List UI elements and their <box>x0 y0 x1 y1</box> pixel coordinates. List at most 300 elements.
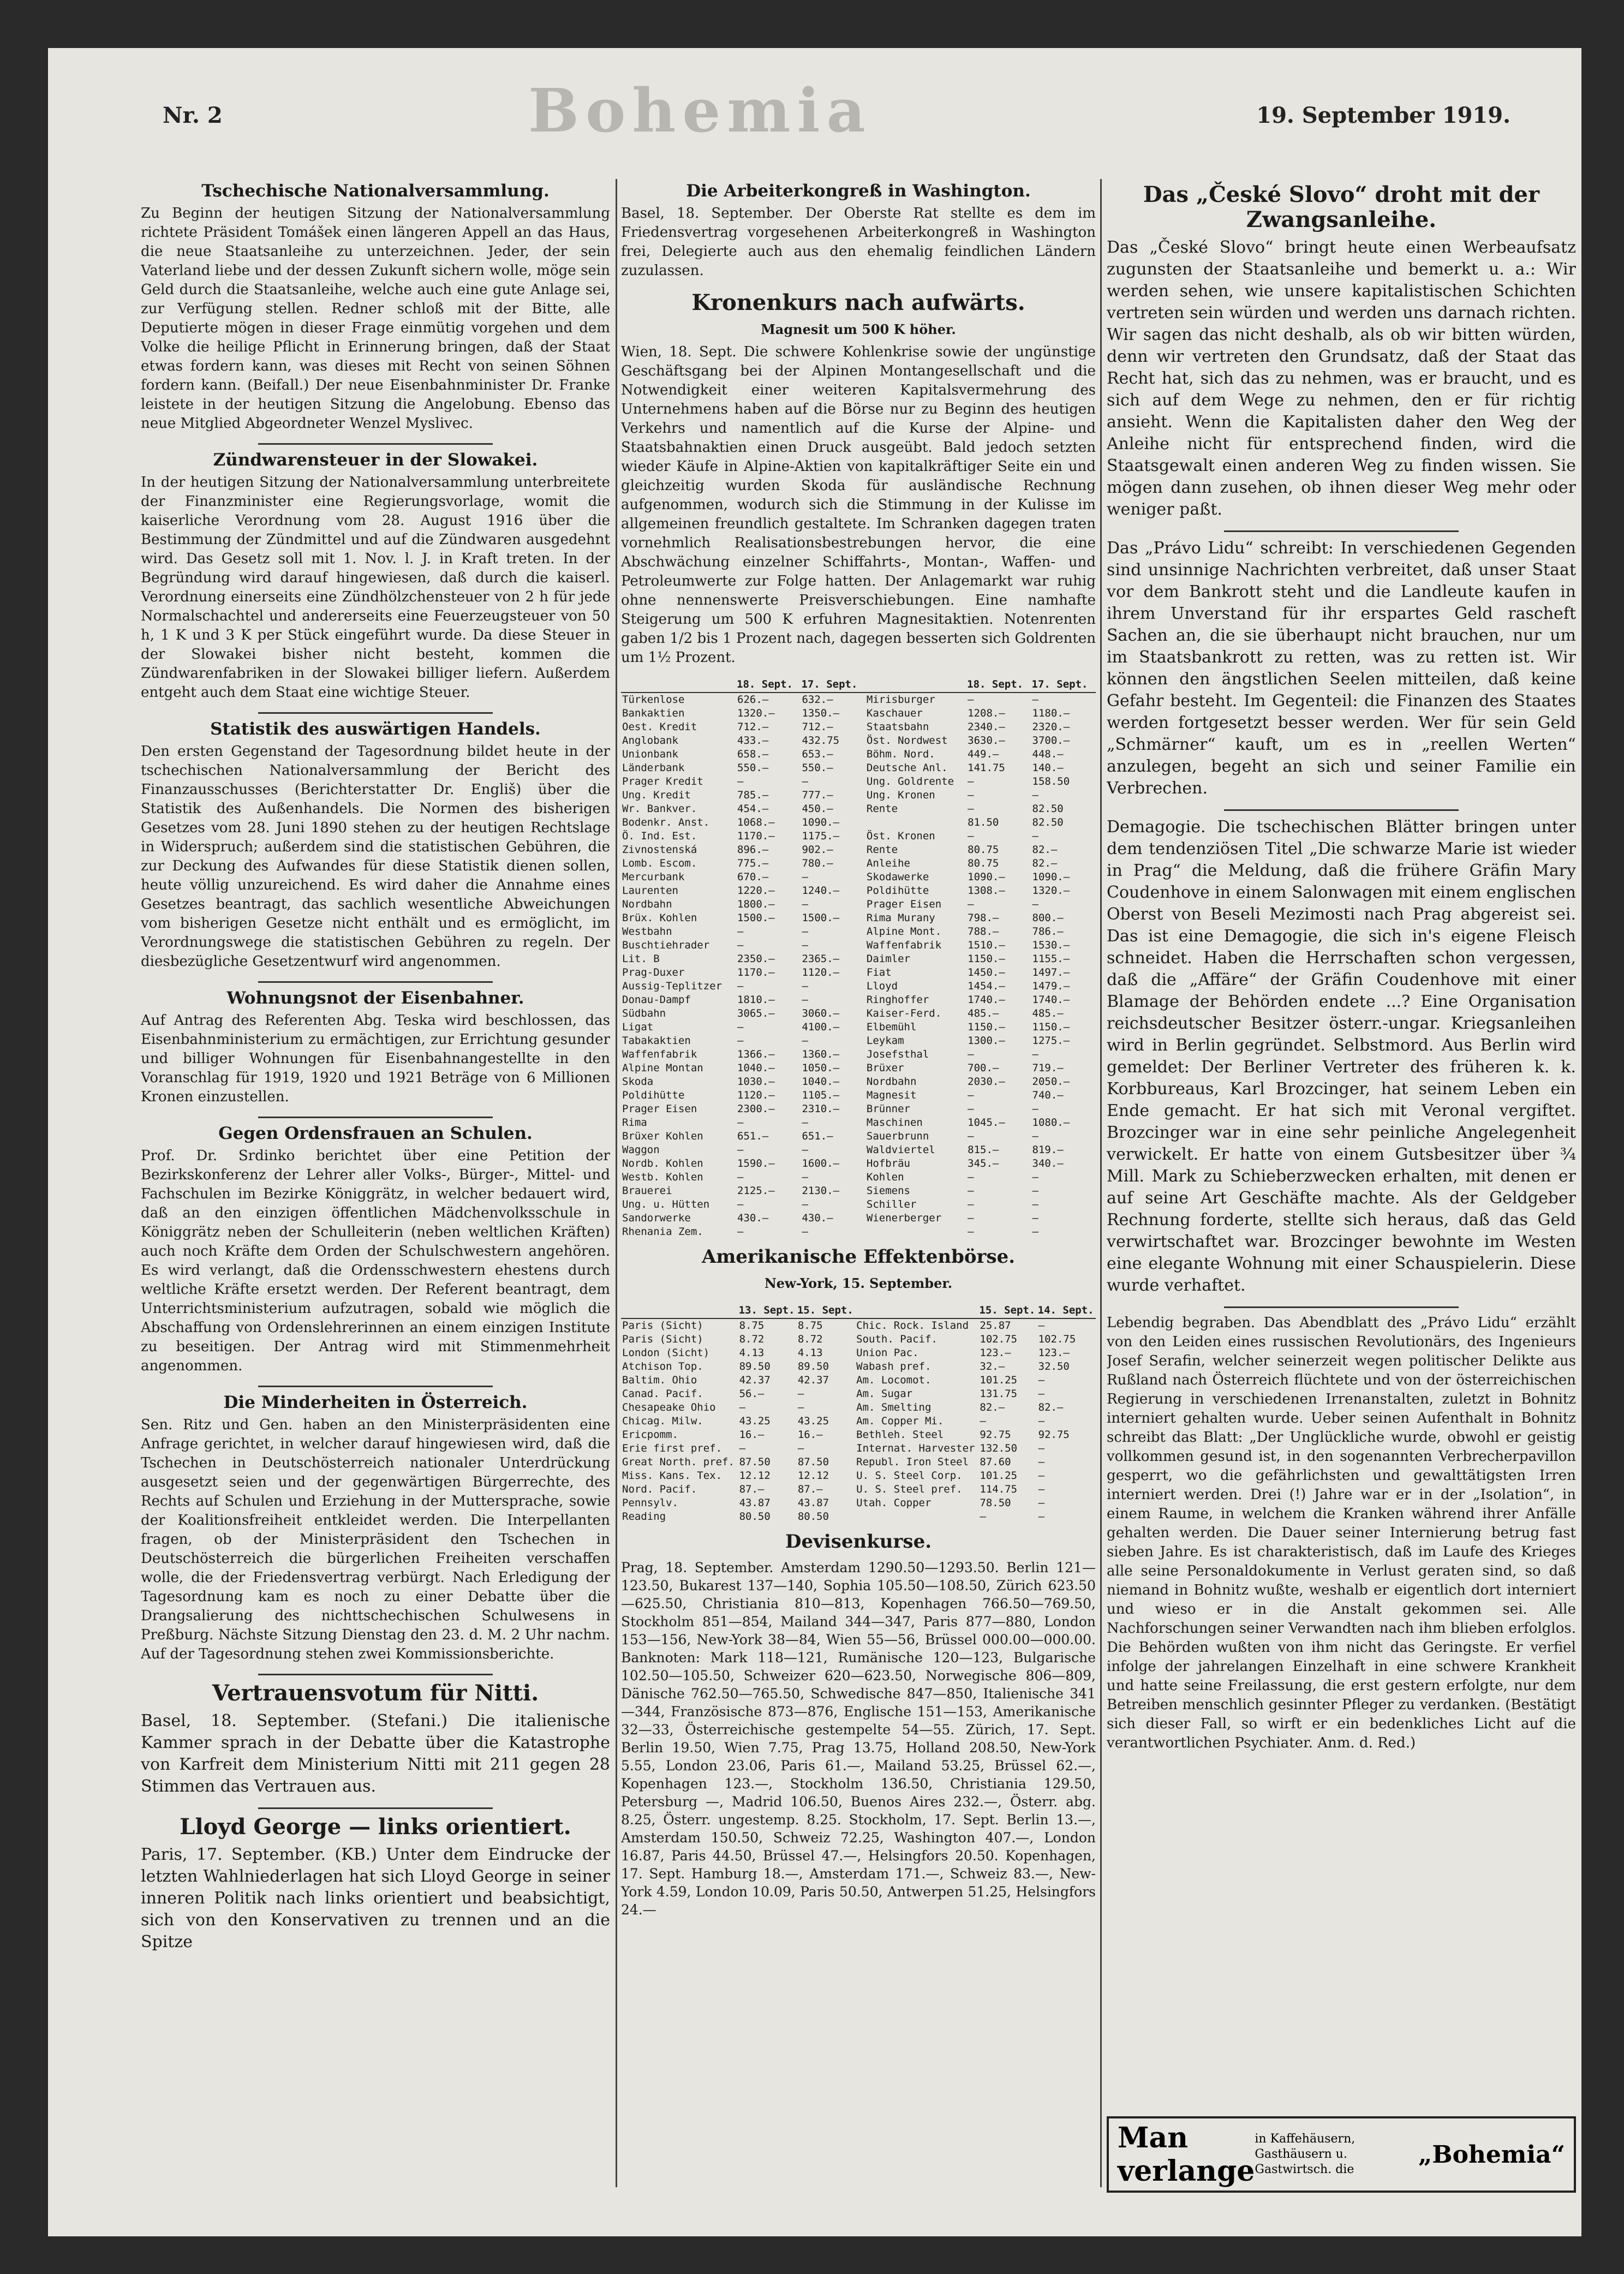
article <box>141 181 610 433</box>
article-title: Vertrauensvotum für Nitti. <box>212 1680 539 1706</box>
table-cell: — <box>968 1048 974 1060</box>
table-cell: 8.75 <box>797 1320 823 1332</box>
table-cell: 92.75 <box>1038 1429 1070 1441</box>
table-cell: Poldihütte <box>866 885 929 897</box>
table-cell: 1150.— <box>1032 1021 1070 1033</box>
table-cell: 87.50 <box>797 1456 829 1468</box>
ad-text: in Kaffehäusern, Gasthäusern u. Gastwirtsch. die <box>1255 2132 1356 2176</box>
table-cell: 1275.— <box>1032 1035 1070 1047</box>
table-cell: 2365.— <box>802 953 840 965</box>
table-cell: Wabash pref. <box>856 1360 932 1372</box>
table-cell: Lloyd <box>866 980 898 992</box>
article-title: Kronenkurs nach aufwärts. <box>691 290 1025 315</box>
table-cell: 32.— <box>980 1360 1005 1372</box>
table-cell: — <box>802 926 808 938</box>
table-cell: 485.— <box>1032 1007 1064 1019</box>
table-cell: Prager Kredit <box>622 775 703 787</box>
table-cell: Poldihütte <box>622 1089 685 1101</box>
table-cell: 626.— <box>737 694 769 706</box>
column-left <box>141 179 610 2231</box>
table-header-cell: 17. Sept. <box>1031 677 1096 693</box>
table-cell: 2340.— <box>968 721 1005 733</box>
table-cell: Mirisburger <box>866 694 935 706</box>
table-row <box>621 1048 1096 1061</box>
article-kronenkurs <box>621 290 1096 667</box>
table-cell: Skodawerke <box>866 871 929 883</box>
table-cell: Prager Eisen <box>866 898 942 910</box>
table-cell: Mercurbank <box>622 871 685 883</box>
table-cell: — <box>968 898 974 910</box>
table-cell: Leykam <box>866 1035 904 1047</box>
table-cell: — <box>1032 898 1038 910</box>
issue-number: Nr. 2 <box>163 103 223 128</box>
table-cell: — <box>737 1226 744 1238</box>
table-row <box>621 829 1096 843</box>
table-cell: 651.— <box>737 1130 769 1142</box>
table-cell: 1600.— <box>802 1157 840 1169</box>
table-cell: 101.25 <box>980 1374 1018 1386</box>
table-header-cell <box>621 1303 738 1318</box>
table-cell: 25.87 <box>980 1320 1011 1332</box>
table-cell: Waffenfabrik <box>622 1048 697 1060</box>
table-cell: 80.75 <box>968 844 999 856</box>
table-cell: South. Pacif. <box>856 1333 938 1345</box>
table-cell: — <box>802 939 808 951</box>
table-cell: 87.— <box>739 1483 765 1495</box>
article-separator <box>258 981 493 983</box>
table-cell: — <box>802 994 808 1006</box>
table-cell: Nordbahn <box>866 1076 917 1088</box>
article-body: Lebendig begraben. Das Abendblatt des „Právo Lidu“ erzählt von den Leiden eines russischen Revolutionärs, des Ingenieurs Josef Serafin, welcher seinerzeit wegen politischer Delikte aus Rußland nach Österreich flüchtete und von der österreichischen Regierung in verschiedenen Irrenanstalten, zuletzt in Bohnitz interniert gehalten wurde. Ueber seinen Aufenthalt in Bohnitz schreibt das Blatt: „Der Unglückliche wurde, obwohl er geistig vollkommen gesund ist, in den sogenannten Verbrecherpavillon gesperrt, wo die gefährlichsten und gewalttätigsten Irren interniert werden. Drei (!) Jahre war er in der „Isolation“, in einem Raume, in welchem die Kranken während ihrer Anfälle gehalten werden. Die Dauer seiner Internierung betrug fast sieben Jahre. Es ist charakteristisch, daß im Laufe des Krieges alle seine Personaldokumente in Verlust geraten sind, so daß niemand in Bohnitz wußte, weshalb er eigentlich dort interniert und wieso er in die Anstalt gekommen sei. Alle Nachforschungen seiner Verwandten nach ihm blieben erfolglos. Die Behörden wußten von ihm nicht das Geringste. Er verfiel infolge der jahrelangen Einzelhaft in eine schwere Krankheit und hatte seine Freilassung, die erst gestern erfolgte, nur dem Betreiben menschlich gesinnter Pfleger zu verdanken. (Bestätigt sich dieser Fall, so wirft er ein bedenkliches Licht auf die verantwortlichen Psychiater. Anm. d. Red.) <box>1107 1315 1576 1751</box>
table-cell: 1810.— <box>737 994 775 1006</box>
table-cell: 1120.— <box>737 1089 775 1101</box>
table-cell: 1366.— <box>737 1048 775 1060</box>
table-cell: — <box>802 980 808 992</box>
table-cell: — <box>1038 1320 1045 1332</box>
table-cell: — <box>980 1415 986 1427</box>
table-cell: Alpine Montan <box>622 1062 703 1074</box>
article-body: In der heutigen Sitzung der Nationalversammlung unterbreitete der Finanzminister eine Regierungsvorlage, womit die kaiserliche Verordnung vom 28. August 1916 über die Bestimmung der Zündmittel und auf die Zündwaren ausgedehnt wird. Das Gesetz soll mit 1. Nov. l. J. in Kraft treten. In der Begründung wird darauf hingewiesen, daß durch die kaiserl. Verordnung einerseits eine Zündhölzchensteuer von 2 h für jede Normalschachtel und andererseits eine Feuerzeugsteuer von 50 h, 1 K und 3 K per Stück eingeführt wurde. Da diese Steuer in der Slowakei bisher nicht besteht, kommen die Zündwarenfabriken in der Slowakei billiger liefern. Außerdem entgeht auch dem Staat eine wichtige Steuer. <box>141 474 610 701</box>
table-cell: 56.— <box>739 1388 765 1400</box>
table-cell: 819.— <box>1032 1144 1064 1156</box>
table-cell: 42.37 <box>797 1374 829 1386</box>
table-cell: — <box>1038 1470 1045 1482</box>
table-cell: 80.75 <box>968 857 999 869</box>
table-header-cell: 14. Sept. <box>1037 1303 1096 1318</box>
table-cell: 1320.— <box>737 707 775 719</box>
table-cell: Bethleh. Steel <box>856 1429 944 1441</box>
table-cell: 775.— <box>737 857 769 869</box>
table-cell: 1300.— <box>968 1035 1005 1047</box>
table-cell: 43.25 <box>739 1415 771 1427</box>
table-row <box>621 857 1096 870</box>
table-cell: 82.— <box>1032 857 1058 869</box>
article-body: Wien, 18. Sept. Die schwere Kohlenkrise sowie der ungünstige Geschäftsgang bei der Alpinen Montangesellschaft und die Notwendigkeit einer weiteren Kapitalsvermehrung des Unternehmens haben auf die Börse nur zu Beginn des heutigen Verkehrs und namentlich auf die Kurse der Alpine- und Staatsbahnaktien einen Druck ausgeübt. Bald jedoch setzten wieder Käufe in Alpine-Aktien von kapitalkräftiger Seite ein und gleichzeitig wurden Skoda für ausländische Rechnung aufgenommen, wodurch sich die Stimmung in der Kulisse im allgemeinen freundlich gestaltete. Im Schranken dagegen traten vornehmlich Realisationsbestrebungen hervor, die eine Abschwächung einzelner Schiffahrts-, Montan-, Waffen- und Petroleumwerte zur Folge hatten. Der Anlagemarkt war ruhig ohne nennenswerte Preisverschiebungen. Eine namhafte Steigerung um 500 K erfuhren Magnesitaktien. Notenrenten gaben 1/2 bis 1 Prozent nach, dagegen besserten sich Goldrenten um 1½ Prozent. <box>621 344 1096 666</box>
table-row <box>621 1442 1096 1455</box>
table-cell: 12.12 <box>739 1470 771 1482</box>
table-cell: 450.— <box>802 803 833 815</box>
table-cell: 448.— <box>1032 748 1064 760</box>
table-cell: — <box>737 1171 744 1183</box>
article-devisenkurse <box>621 1529 1096 1919</box>
table-cell: 92.75 <box>980 1429 1011 1441</box>
table-cell: Bodenkr. Anst. <box>622 816 710 828</box>
table-header-cell: 13. Sept. <box>738 1303 797 1318</box>
table-row <box>621 1428 1096 1442</box>
table-cell: 430.— <box>802 1212 833 1224</box>
table-row <box>621 1455 1096 1469</box>
table-cell: 785.— <box>737 789 769 801</box>
table-cell: 1500.— <box>802 912 840 924</box>
table-cell: Am. Smelting <box>856 1401 932 1413</box>
table-row <box>621 1157 1096 1171</box>
article-body: Prof. Dr. Srdinko berichtet über eine Petition der Bezirkskonferenz der Lehrer aller Volks-, Bürger-, Mittel- und Fachschulen im Bezirke Königgrätz, in welcher bedauert wird, daß an den einzigen öffentlichen Mädchenvolksschule in Königgrätz neben der Schulleiterin (neben weltlichen Kräften) auch noch Kräfte dem Orden der Schulschwestern angehören. Es wird verlangt, daß die Ordensschwestern ehestens durch weltliche Kräfte ersetzt werden. Der Referent beantragt, dem Unterrichtsministerium aufzutragen, sobald wie möglich die Abschaffung von Ordenslehrerinnen an einem einzigen Institute zu beseitigen. Der Antrag wird mit Stimmenmehrheit angenommen. <box>141 1148 610 1374</box>
article-separator <box>258 443 493 445</box>
table-cell: 140.— <box>1032 762 1064 774</box>
article <box>1107 530 1576 799</box>
table-cell: Ringhoffer <box>866 994 929 1006</box>
table-cell: Brünner <box>866 1103 910 1115</box>
table-cell: 1150.— <box>968 1021 1005 1033</box>
table-row <box>621 802 1096 816</box>
article <box>141 443 610 702</box>
article-title: Die Minderheiten in Österreich. <box>223 1393 528 1412</box>
table-cell: 89.50 <box>739 1360 771 1372</box>
table-cell: 102.75 <box>1038 1333 1076 1345</box>
table-cell: 132.50 <box>980 1442 1018 1454</box>
table-cell: — <box>737 926 744 938</box>
table-cell: Paris (Sicht) <box>622 1333 703 1345</box>
table-cell: — <box>1038 1483 1045 1495</box>
table-cell: 16.— <box>797 1429 823 1441</box>
table-cell: Elbemühl <box>866 1021 917 1033</box>
table-header-cell: 18. Sept. <box>966 677 1031 693</box>
table-cell: Maschinen <box>866 1117 923 1129</box>
table-row <box>621 993 1096 1007</box>
table-row <box>621 870 1096 884</box>
table-row <box>621 1401 1096 1414</box>
table-cell: 1308.— <box>968 885 1005 897</box>
table-cell: 131.75 <box>980 1388 1018 1400</box>
table-row <box>621 1360 1096 1374</box>
table-cell: 1590.— <box>737 1157 775 1169</box>
table-row <box>621 1116 1096 1130</box>
article <box>141 1386 610 1664</box>
table-cell: — <box>1038 1511 1045 1523</box>
table-cell: Prager Eisen <box>622 1103 697 1115</box>
table-cell: Josefsthal <box>866 1048 929 1060</box>
table-cell: Am. Copper Mi. <box>856 1415 944 1427</box>
bohemia-advertisement <box>1107 2116 1576 2193</box>
table-cell: 651.— <box>802 1130 833 1142</box>
article-body: Auf Antrag des Referenten Abg. Teska wird beschlossen, das Eisenbahnministerium zu ermächtigen, zur Errichtung gesunder und billiger Wohnungen für Eisenbahnangestellte in den Voranschlag für 1919, 1920 und 1921 Beträge von 6 Millionen Kronen einzustellen. <box>141 1012 610 1105</box>
table-cell: 485.— <box>968 1007 999 1019</box>
table-cell: 2310.— <box>802 1103 840 1115</box>
table-cell: Schiller <box>866 1198 917 1210</box>
table-cell: Great North. pref. <box>622 1456 735 1468</box>
table-cell: 454.— <box>737 803 769 815</box>
table-row <box>621 1225 1096 1239</box>
table-row <box>621 1387 1096 1401</box>
table-row <box>621 1469 1096 1483</box>
table-cell: 1150.— <box>968 953 1005 965</box>
table-cell: 786.— <box>1032 926 1064 938</box>
article <box>141 981 610 1107</box>
table-cell: 449.— <box>968 748 999 760</box>
table-row <box>621 1143 1096 1157</box>
table-cell: 158.50 <box>1032 775 1070 787</box>
article-body: Basel, 18. September. (Stefani.) Die italienische Kammer sprach in der Debatte über die Katastrophe von Karfreit dem Ministerium Nitti mit 211 gegen 28 Stimmen das Vertrauen aus. <box>141 1711 610 1796</box>
table-cell: Waldviertel <box>866 1144 935 1156</box>
table-cell: — <box>1032 1212 1038 1224</box>
table-cell: Skoda <box>622 1076 654 1088</box>
table-cell: Pennsylv. <box>622 1497 678 1509</box>
table-cell: 43.25 <box>797 1415 829 1427</box>
table-cell: Südbahn <box>622 1007 666 1019</box>
table-row <box>621 898 1096 911</box>
table-row <box>621 1171 1096 1184</box>
table-row <box>621 693 1096 707</box>
table-cell: Chic. Rock. Island <box>856 1320 969 1332</box>
table-cell: Öst. Nordwest <box>866 735 948 747</box>
article-title: Lloyd George — links orientiert. <box>180 1814 571 1840</box>
table-cell: — <box>1032 789 1038 801</box>
article-title: Amerikanische Effektenbörse. <box>701 1246 1016 1268</box>
table-cell: 141.75 <box>968 762 1005 774</box>
article-body: Basel, 18. September. Der Oberste Rat stellte es dem im Friedensvertrag vorgesehenen Arbeiterkongreß in Washington frei, Delegierte auch aus den ehemalig feindlichen Ländern zuzulassen. <box>621 205 1096 279</box>
table-cell: 1030.— <box>737 1076 775 1088</box>
table-cell: Atchison Top. <box>622 1360 703 1372</box>
table-row <box>621 1496 1096 1510</box>
table-cell: 1045.— <box>968 1117 1005 1129</box>
table-cell: 32.50 <box>1038 1360 1070 1372</box>
table-cell: — <box>802 775 808 787</box>
table-cell: 1090.— <box>802 816 840 828</box>
table-cell: 42.37 <box>739 1374 771 1386</box>
table-cell: 2320.— <box>1032 721 1070 733</box>
table-cell: Chicag. Milw. <box>622 1415 703 1427</box>
table-header-cell: 15. Sept. <box>797 1303 855 1318</box>
table-row <box>621 1198 1096 1211</box>
issue-date: 19. September 1919. <box>1256 103 1510 128</box>
table-cell: 82.— <box>1038 1401 1064 1413</box>
table-cell: — <box>797 1388 804 1400</box>
table-cell: — <box>1038 1374 1045 1386</box>
article-american-exchange <box>621 1244 1096 1293</box>
table-cell: 1350.— <box>802 707 840 719</box>
table-cell: 2030.— <box>968 1076 1005 1088</box>
table-cell: Deutsche Anl. <box>866 762 948 774</box>
table-cell: 1068.— <box>737 816 775 828</box>
table-cell: 632.— <box>802 694 833 706</box>
table-cell: Sandorwerke <box>622 1212 691 1224</box>
table-cell: — <box>802 1226 808 1238</box>
table-cell: 1220.— <box>737 885 775 897</box>
table-row <box>621 939 1096 952</box>
table-cell: — <box>968 1226 974 1238</box>
table-cell: Rente <box>866 803 898 815</box>
table-cell: — <box>737 1144 744 1156</box>
table-cell: — <box>968 803 974 815</box>
table-cell: 1040.— <box>802 1076 840 1088</box>
table-cell: Unionbank <box>622 748 678 760</box>
table-cell: — <box>1032 1048 1038 1060</box>
table-row <box>621 1089 1096 1102</box>
article-body: Das „České Slovo“ bringt heute einen Werbeaufsatz zugunsten der Staatsanleihe und bemerkt u. a.: Wir werden sehen, wie unsere kapitalistischen Schichten vertreten sein würden und werden uns darnach richten. Wir sagen das nicht deshalb, als ob wir bitten würden, denn wir vertreten den Grundsatz, daß der Staat das Recht hat, sich das zu nehmen, was er braucht, und es sich auf dem Wege zu nehmen, den er für richtig ansieht. Wenn die Kapitalisten daher den Weg der Anleihe nicht für entsprechend finden, wird die Staatsgewalt einen anderen Weg zu finden wissen. Sie mögen dann zusehen, ob ihnen dieser Weg mehr oder weniger paßt. <box>1107 238 1576 519</box>
table-header-cell: 18. Sept. <box>736 677 801 693</box>
table-cell: — <box>968 775 974 787</box>
table-cell: Reading <box>622 1511 666 1523</box>
table-cell: 78.50 <box>980 1497 1011 1509</box>
table-cell: Utah. Copper <box>856 1497 932 1509</box>
table-row <box>621 1374 1096 1387</box>
table-cell: Anleihe <box>866 857 910 869</box>
table-cell: 89.50 <box>797 1360 829 1372</box>
table-cell: Rhenania Zem. <box>622 1226 703 1238</box>
table-cell: 1180.— <box>1032 707 1070 719</box>
table-cell: Anglobank <box>622 735 678 747</box>
table-cell: 1360.— <box>802 1048 840 1060</box>
table-row <box>621 1075 1096 1089</box>
table-cell: Alpine Mont. <box>866 926 942 938</box>
article <box>141 1674 610 1798</box>
table-cell: Böhm. Nord. <box>866 748 935 760</box>
table-cell: 340.— <box>1032 1157 1064 1169</box>
table-cell: 123.— <box>1038 1347 1070 1359</box>
table-cell: — <box>737 1021 744 1033</box>
table-cell: 1170.— <box>737 830 775 842</box>
table-cell: Wr. Bankver. <box>622 803 697 815</box>
table-cell: 1320.— <box>1032 885 1070 897</box>
ad-brand: „Bohemia“ <box>1418 2140 1565 2169</box>
table-cell: Ung. Goldrente <box>866 775 954 787</box>
table-cell: Brauerei <box>622 1185 672 1197</box>
article <box>141 1117 610 1376</box>
table-cell <box>855 1510 978 1524</box>
table-cell: 81.50 <box>968 816 999 828</box>
table-cell: Lomb. Escom. <box>622 857 697 869</box>
table-cell: Waffenfabrik <box>866 939 942 951</box>
table-cell: Rima <box>622 1117 647 1129</box>
table-row <box>621 748 1096 761</box>
table-cell: Buschtiehrader <box>622 939 710 951</box>
table-cell: — <box>802 1144 808 1156</box>
table-cell: 777.— <box>802 789 833 801</box>
article-body: Den ersten Gegenstand der Tagesordnung bildet heute in der tschechischen Nationalversammlung der Bericht des Finanzausschusses (Berichterstatter Dr. Engliš) über die Statistik des Außenhandels. Die Normen des bisherigen Gesetzes vom 28. Juni 1890 stehen zu der heutigen Rechtslage in Widerspruch; außerdem sind die statistischen Gebühren, die zur Deckung des Aufwandes für diese Statistik dienen sollen, heute völlig unzureichend. Es wird daher die Annahme eines Gesetzes beantragt, das sachlich wesentliche Abweichungen vom bisherigen Gesetze nicht enthält und es ermöglicht, im Verordnungswege die statistischen Gebühren zu regeln. Der diesbezügliche Gesetzentwurf wird angenommen. <box>141 743 610 970</box>
table-cell: Republ. Iron Steel <box>856 1456 969 1468</box>
article-separator <box>258 1674 493 1675</box>
table-cell: — <box>802 1171 808 1183</box>
article <box>1107 809 1576 1297</box>
table-cell: Aussig-Teplitzer <box>622 980 723 992</box>
article-separator <box>1224 1306 1459 1308</box>
table-cell: Ung. Kronen <box>866 789 935 801</box>
table-cell: 80.50 <box>739 1511 771 1523</box>
table-cell: Magnesit <box>866 1089 917 1101</box>
table-cell: Nordbahn <box>622 898 672 910</box>
table-row <box>621 1333 1096 1346</box>
table-cell: Brüx. Kohlen <box>622 912 697 924</box>
table-cell: 82.50 <box>1032 816 1064 828</box>
masthead-title: Bohemia <box>528 75 872 146</box>
table-cell: Kaschauer <box>866 707 923 719</box>
table-row <box>621 1020 1096 1034</box>
table-cell: — <box>802 1035 808 1047</box>
article-separator <box>258 712 493 714</box>
table-cell: 788.— <box>968 926 999 938</box>
table-row <box>621 1510 1096 1524</box>
table-cell: 1510.— <box>968 939 1005 951</box>
table-cell: — <box>968 789 974 801</box>
table-cell: Staatsbahn <box>866 721 929 733</box>
table-cell: — <box>739 1442 746 1454</box>
table-cell: Hofbräu <box>866 1157 910 1169</box>
article-body: Sen. Ritz und Gen. haben an den Ministerpräsidenten eine Anfrage gerichtet, in welcher darauf hingewiesen wird, daß die Tschechen in Deutschösterreich nationaler Unterdrückung ausgesetzt seien und der gegenwärtigen Bürgerrechte, des Rechts auf Schulen und Erziehung in der Muttersprache, sowie der Koalitionsfreiheit entkleidet werden. Die Interpellanten fragen, ob der Ministerpräsident den Tschechen in Deutschösterreich die bürgerlichen Freiheiten verschaffen wolle, die der Friedensvertrag verbürgt. Nach Erledigung der Tagesordnung kam es noch zu einer Debatte über die Drangsalierung des nichttschechischen Schulwesens in Preßburg. Nächste Sitzung Dienstag den 23. d. M. 2 Uhr nachm. Auf der Tagesordnung stehen zwei Kommissionsberichte. <box>141 1417 610 1662</box>
table-cell: 3700.— <box>1032 735 1070 747</box>
table-cell: — <box>1032 1103 1038 1115</box>
article-body: Das „Právo Lidu“ schreibt: In verschiedenen Gegenden sind unsinnige Nachrichten verbreitet, daß unser Staat vor dem Bankrott steht und die Landleute kaufen in ihrem Unverstand für ihr erspartes Geld rascheft Sachen an, die sie überhaupt nicht brauchen, nur um im Staatsbankrott zu retten, was zu retten ist. Wir können den ängstlichen Seelen mitteilen, daß keine Gefahr besteht. Im Gegenteil: die Finanzen des Staates werden fortgesetzt besser werden. Wer für sein Geld „Schmärner“ kauft, um es in „reellen Werten“ anzulegen, begeht an sich und seiner Familie ein Verbrechen. <box>1107 539 1576 798</box>
table-cell: Wienerberger <box>866 1212 942 1224</box>
table-cell: Ung. Kredit <box>622 789 691 801</box>
table-cell: 1800.— <box>737 898 775 910</box>
table-cell: 16.— <box>739 1429 765 1441</box>
table-cell: Nordb. Kohlen <box>622 1157 703 1169</box>
table-cell: 1155.— <box>1032 953 1070 965</box>
ad-headline: Man verlange <box>1118 2121 1255 2188</box>
table-cell: Nord. Pacif. <box>622 1483 697 1495</box>
table-cell: 1740.— <box>968 994 1005 1006</box>
table-cell: 432.75 <box>802 735 840 747</box>
article-separator <box>1224 809 1459 811</box>
table-row <box>621 1211 1096 1225</box>
masthead <box>48 48 1581 163</box>
table-cell: Ligat <box>622 1021 654 1033</box>
article-title: Wohnungsnot der Eisenbahner. <box>226 988 524 1008</box>
article-body: Demagogie. Die tschechischen Blätter bringen unter dem tendenziösen Titel „Die schwarze Marie ist wieder in Prag“ die Meldung, daß die frühere Gräfin Mary Coudenhove in einem Salonwagen mit einem englischen Oberst von Beseli Mezimosti nach Prag abgereist sei. Das ist eine Demagogie, die sich in's eigene Fleisch schneidet. Haben die Herrschaften schon vergessen, daß die „Affäre“ der Gräfin Coudenhove mit einer Blamage der Behörden endete ...? Eine Organisation reichsdeutscher Besitzer österr.-ungar. Kriegsanleihen wird in Berlin gegründet. Selbstmord. Aus Berlin wird gemeldet: Der Berliner Vertreter des früheren k. k. Korbbureaus, Karl Brozcinger, hat seinem Leben ein Ende gemacht. Er hat sich mit Veronal vergiftet. Brozcinger war in eine sehr peinliche Angelegenheit verwickelt. Er hatte von einem Gutsbesitzer über ¾ Mill. Mark zu Schieberzwecken erhalten, mit denen er auf seine Art Geschäfte machte. Als der Geldgeber Rechnung forderte, stellte sich heraus, daß das Geld verwirtschaftet war. Brozcinger bewohnte im Westen eine elegante Wohnung mit einer Schauspielerin. Diese wurde verhaftet. <box>1107 817 1576 1295</box>
table-cell: 82.— <box>980 1401 1005 1413</box>
article-subtitle: Magnesit um 500 K höher. <box>761 321 956 337</box>
table-cell: 12.12 <box>797 1470 829 1482</box>
table-cell: 1450.— <box>968 966 1005 978</box>
table-cell: Am. Sugar <box>856 1388 913 1400</box>
table-cell: Ung. u. Hütten <box>622 1198 710 1210</box>
table-cell: 719.— <box>1032 1062 1064 1074</box>
article <box>1107 1306 1576 1753</box>
table-row <box>621 775 1096 789</box>
table-cell: 4.13 <box>739 1347 765 1359</box>
table-cell: — <box>968 1103 974 1115</box>
article-subtitle: New-York, 15. September. <box>764 1275 953 1291</box>
table-row <box>621 1483 1096 1496</box>
table-cell: 87.50 <box>739 1456 771 1468</box>
newspaper-page <box>48 48 1581 2236</box>
table-cell: 87.60 <box>980 1456 1011 1468</box>
table-cell: Bankaktien <box>622 707 685 719</box>
table-row <box>621 734 1096 748</box>
table-cell: 430.— <box>737 1212 769 1224</box>
table-cell: — <box>968 1089 974 1101</box>
table-cell: Rente <box>866 844 898 856</box>
column-middle <box>621 179 1096 2231</box>
table-cell: 82.50 <box>1032 803 1064 815</box>
table-row <box>621 1414 1096 1428</box>
article-title: Devisenkurse. <box>785 1531 932 1553</box>
table-cell: Paris (Sicht) <box>622 1320 703 1332</box>
table-row <box>621 707 1096 720</box>
table-cell: — <box>968 1185 974 1197</box>
table-cell: 2350.— <box>737 953 775 965</box>
table-cell: — <box>1038 1388 1045 1400</box>
